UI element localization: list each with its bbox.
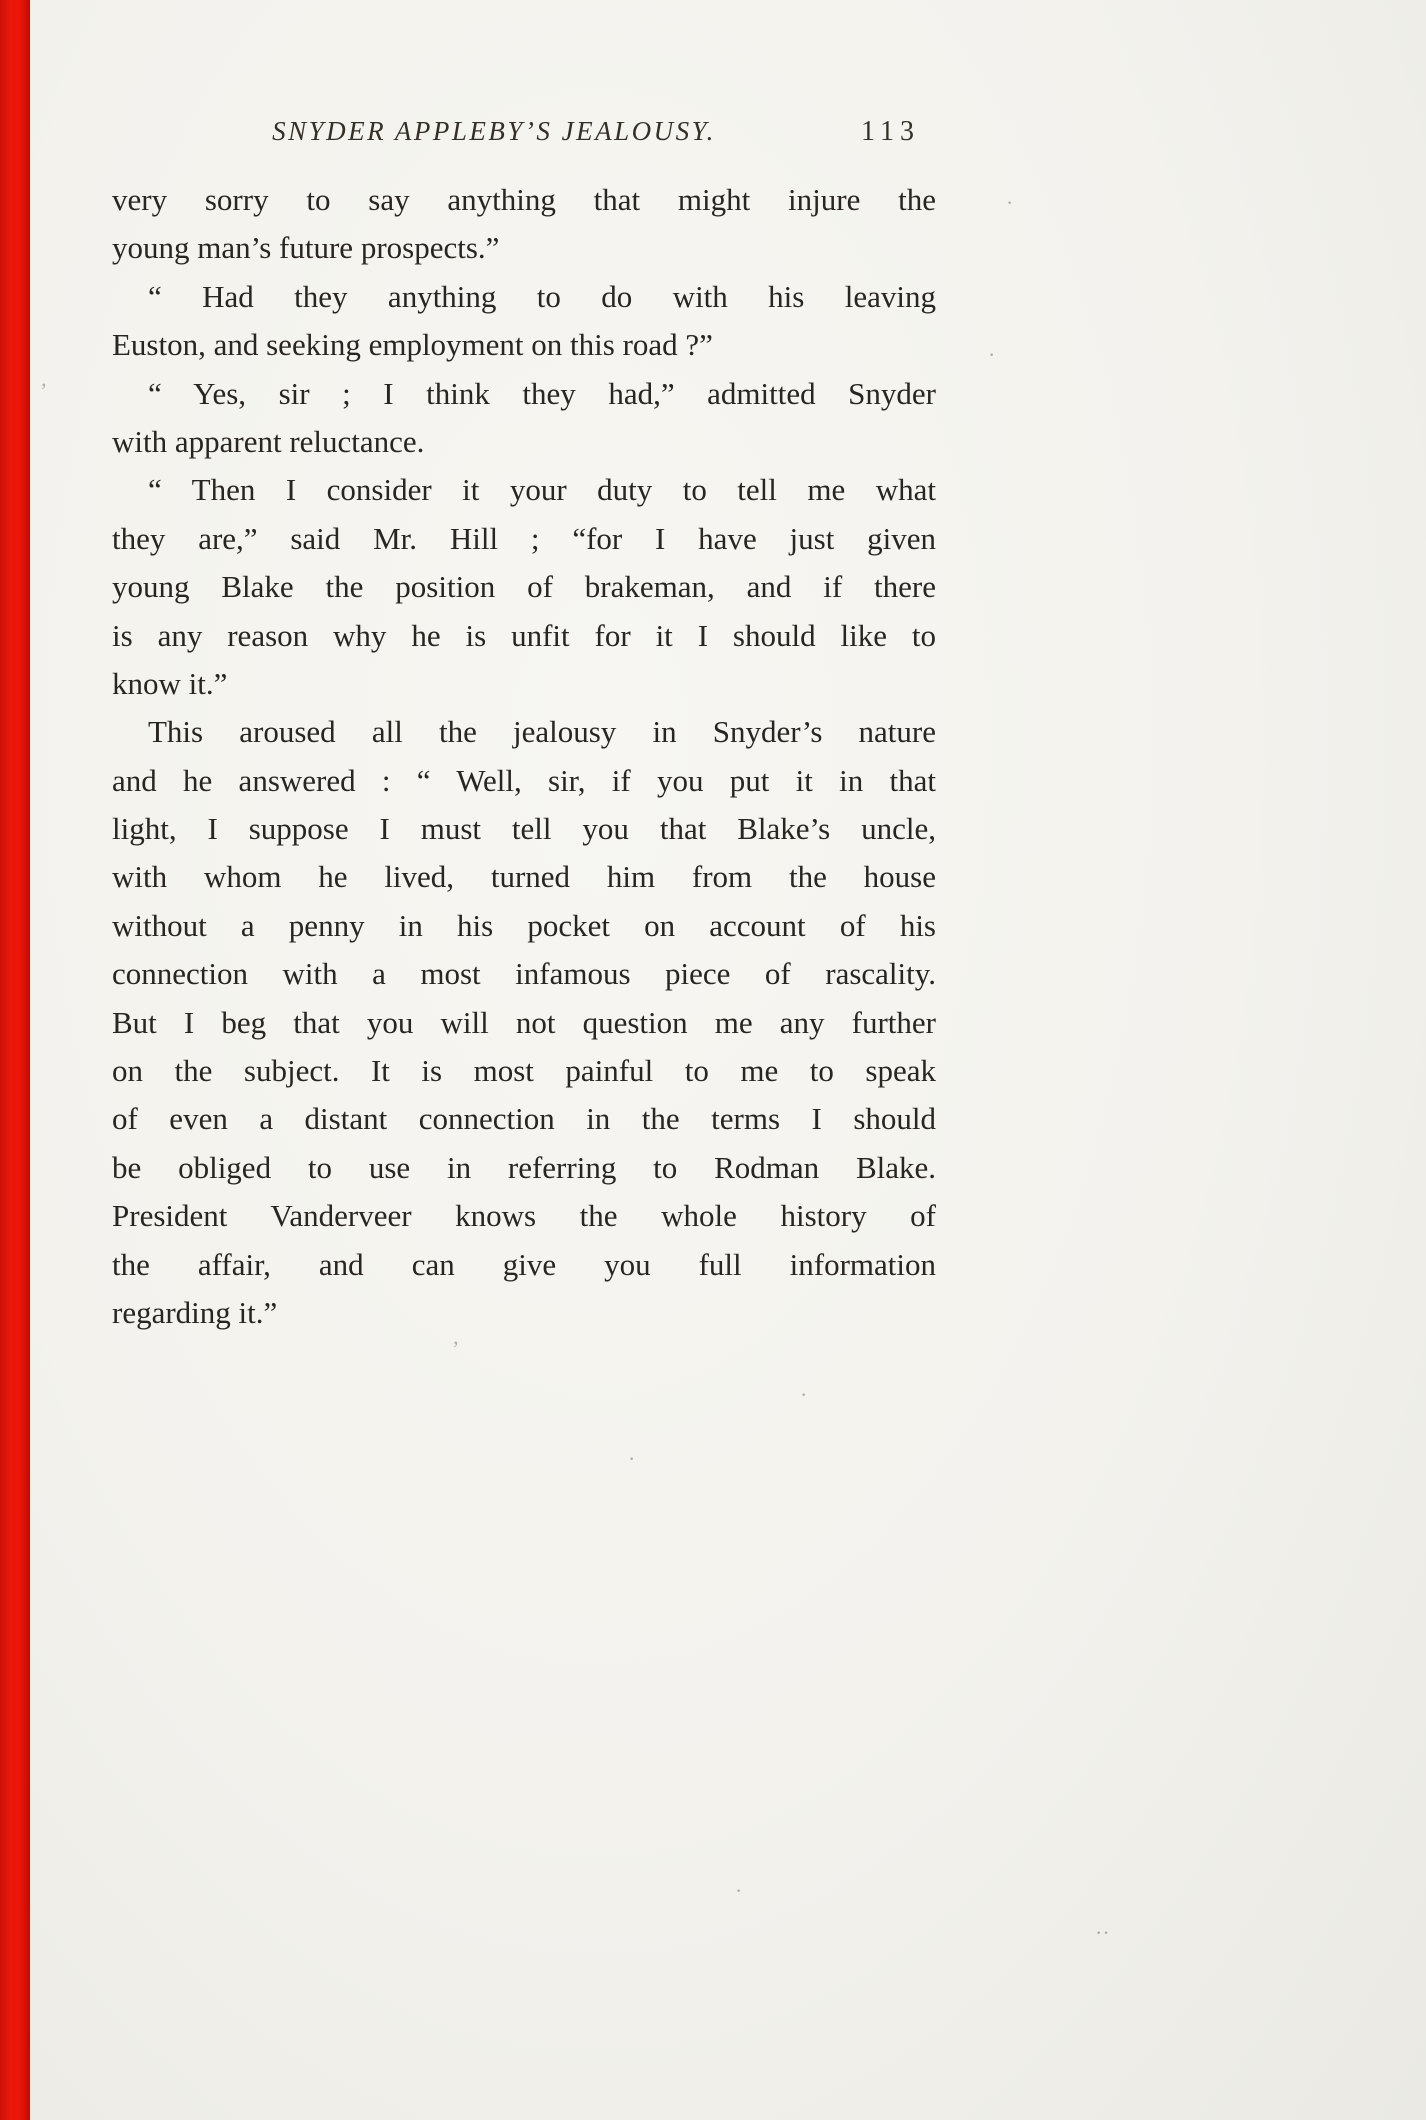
text-line: regarding it.” bbox=[112, 1294, 278, 1330]
text-line: with apparent reluctance. bbox=[112, 423, 425, 459]
text-line: on the subject. It is most painful to me to speak bbox=[112, 1053, 936, 1089]
text-line: without a penny in his pocket on account of his bbox=[112, 907, 936, 943]
text-line: Euston, and seeking employment on this road ?” bbox=[112, 327, 713, 363]
text-line: be obliged to use in referring to Rodman Blake. bbox=[112, 1149, 936, 1185]
scan-speck: · bbox=[988, 342, 996, 367]
page-header bbox=[112, 116, 936, 160]
paragraph bbox=[112, 370, 936, 467]
text-line: and he answered : “ Well, sir, if you put it in that bbox=[112, 762, 936, 798]
scan-speck: · bbox=[1006, 190, 1014, 215]
paragraph bbox=[112, 466, 936, 708]
book-spine-red-edge bbox=[0, 0, 30, 2120]
paragraph bbox=[112, 273, 936, 370]
text-line: know it.” bbox=[112, 665, 228, 701]
paragraph bbox=[112, 176, 936, 273]
scan-speck: · bbox=[735, 1878, 743, 1903]
scan-speck: · bbox=[628, 1446, 636, 1471]
text-line: is any reason why he is unfit for it I should like to bbox=[112, 617, 936, 653]
scan-speck: ·· bbox=[1095, 1920, 1110, 1945]
text-line: “ Had they anything to do with his leaving bbox=[148, 278, 936, 314]
text-line: young man’s future prospects.” bbox=[112, 230, 500, 266]
text-line: young Blake the position of brakeman, and if there bbox=[112, 569, 936, 605]
text-line: But I beg that you will not question me any further bbox=[112, 1004, 936, 1040]
text-line: very sorry to say anything that might injure the bbox=[112, 182, 936, 217]
running-title: SNYDER APPLEBY’S JEALOUSY. bbox=[272, 116, 716, 146]
text-line: light, I suppose I must tell you that Blake’s uncle, bbox=[112, 811, 936, 847]
text-line: President Vanderveer knows the whole history of bbox=[112, 1198, 936, 1234]
text-line: with whom he lived, turned him from the house bbox=[112, 859, 936, 895]
text-line: This aroused all the jealousy in Snyder’s nature bbox=[148, 714, 936, 750]
scan-speck: ’ bbox=[40, 378, 48, 403]
text-line: “ Then I consider it your duty to tell me what bbox=[148, 472, 936, 508]
text-line: connection with a most infamous piece of rascality. bbox=[112, 956, 936, 992]
text-line: they are,” said Mr. Hill ; “for I have just given bbox=[112, 520, 936, 556]
paragraph bbox=[112, 708, 936, 1337]
page-text bbox=[112, 176, 936, 1337]
scan-speck: ’ bbox=[452, 1336, 460, 1361]
scan-speck: · bbox=[800, 1382, 808, 1407]
text-line: “ Yes, sir ; I think they had,” admitted Snyder bbox=[148, 375, 936, 411]
text-line: the affair, and can give you full information bbox=[112, 1246, 936, 1282]
page-number: 113 bbox=[861, 116, 920, 147]
text-line: of even a distant connection in the terms I should bbox=[112, 1101, 936, 1137]
